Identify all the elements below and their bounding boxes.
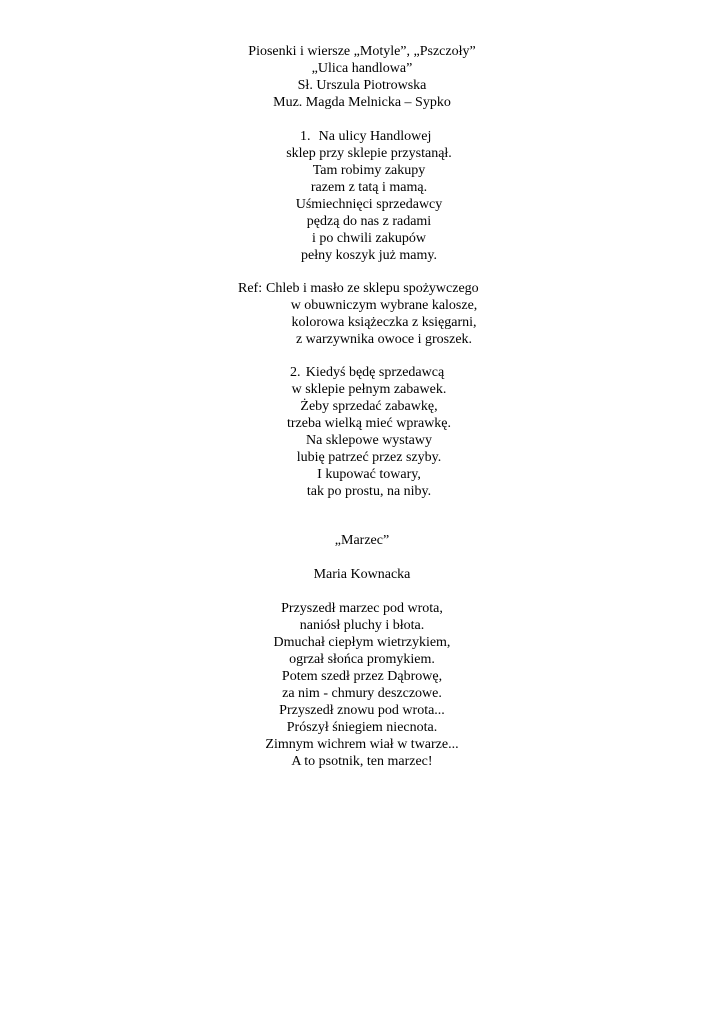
verse-2-line: lubię patrzeć przez szyby.	[296, 450, 442, 465]
verse-2-line: trzeba wielką mieć wprawkę.	[286, 416, 452, 431]
song-heading: Piosenki i wiersze „Motyle”, „Pszczoły”	[248, 44, 476, 59]
verse-2-line: Kiedyś będę sprzedawcą	[305, 365, 445, 380]
poem-line: Przyszedł marzec pod wrota,	[281, 601, 443, 616]
poem-line: Zimnym wichrem wiał w twarze...	[265, 737, 459, 752]
poem-line: ogrzał słońca promykiem.	[289, 652, 435, 667]
verse-2-line: tak po prostu, na niby.	[306, 484, 432, 499]
verse-2-number: 2.	[290, 365, 301, 380]
verse-2-line: I kupować towary,	[317, 467, 421, 482]
verse-1-line: pełny koszyk już mamy.	[301, 248, 437, 263]
verse-1-line: i po chwili zakupów	[312, 231, 426, 246]
poem-title: „Marzec”	[334, 533, 390, 548]
verse-1-line: sklep przy sklepie przystanął.	[286, 146, 452, 161]
poem-line: naniósł pluchy i błota.	[299, 618, 425, 633]
verse-2-line: Na sklepowe wystawy	[306, 433, 432, 448]
verse-1-line: razem z tatą i mamą.	[310, 180, 428, 195]
refrain-line: z warzywnika owoce i groszek.	[295, 332, 473, 347]
refrain-line: Chleb i masło ze sklepu spożywczego	[266, 281, 479, 296]
music-author: Muz. Magda Melnicka – Sypko	[273, 95, 451, 110]
poem-line: Dmuchał ciepłym wietrzykiem,	[273, 635, 451, 650]
verse-1-line: Na ulicy Handlowej	[318, 129, 432, 144]
verse-1-line: Uśmiechnięci sprzedawcy	[295, 197, 443, 212]
poem-line: Potem szedł przez Dąbrowę,	[281, 669, 443, 684]
poem-line: A to psotnik, ten marzec!	[291, 754, 433, 769]
poem-line: Przyszedł znowu pod wrota...	[279, 703, 445, 718]
lyrics-author: Sł. Urszula Piotrowska	[297, 78, 427, 93]
poem-line: Prószył śniegiem niecnota.	[286, 720, 438, 735]
song-title: „Ulica handlowa”	[311, 61, 413, 76]
verse-1-line: Tam robimy zakupy	[312, 163, 426, 178]
verse-1-line: pędzą do nas z radami	[306, 214, 432, 229]
refrain-label: Ref:	[238, 281, 263, 296]
refrain-line: w obuwniczym wybrane kalosze,	[290, 298, 478, 313]
refrain-line: kolorowa książeczka z księgarni,	[291, 315, 477, 330]
verse-1-number: 1.	[300, 129, 311, 144]
verse-2-line: Żeby sprzedać zabawkę,	[300, 399, 438, 414]
poem-line: za nim - chmury deszczowe.	[282, 686, 442, 701]
poem-author: Maria Kownacka	[313, 567, 411, 582]
verse-2-line: w sklepie pełnym zabawek.	[291, 382, 447, 397]
